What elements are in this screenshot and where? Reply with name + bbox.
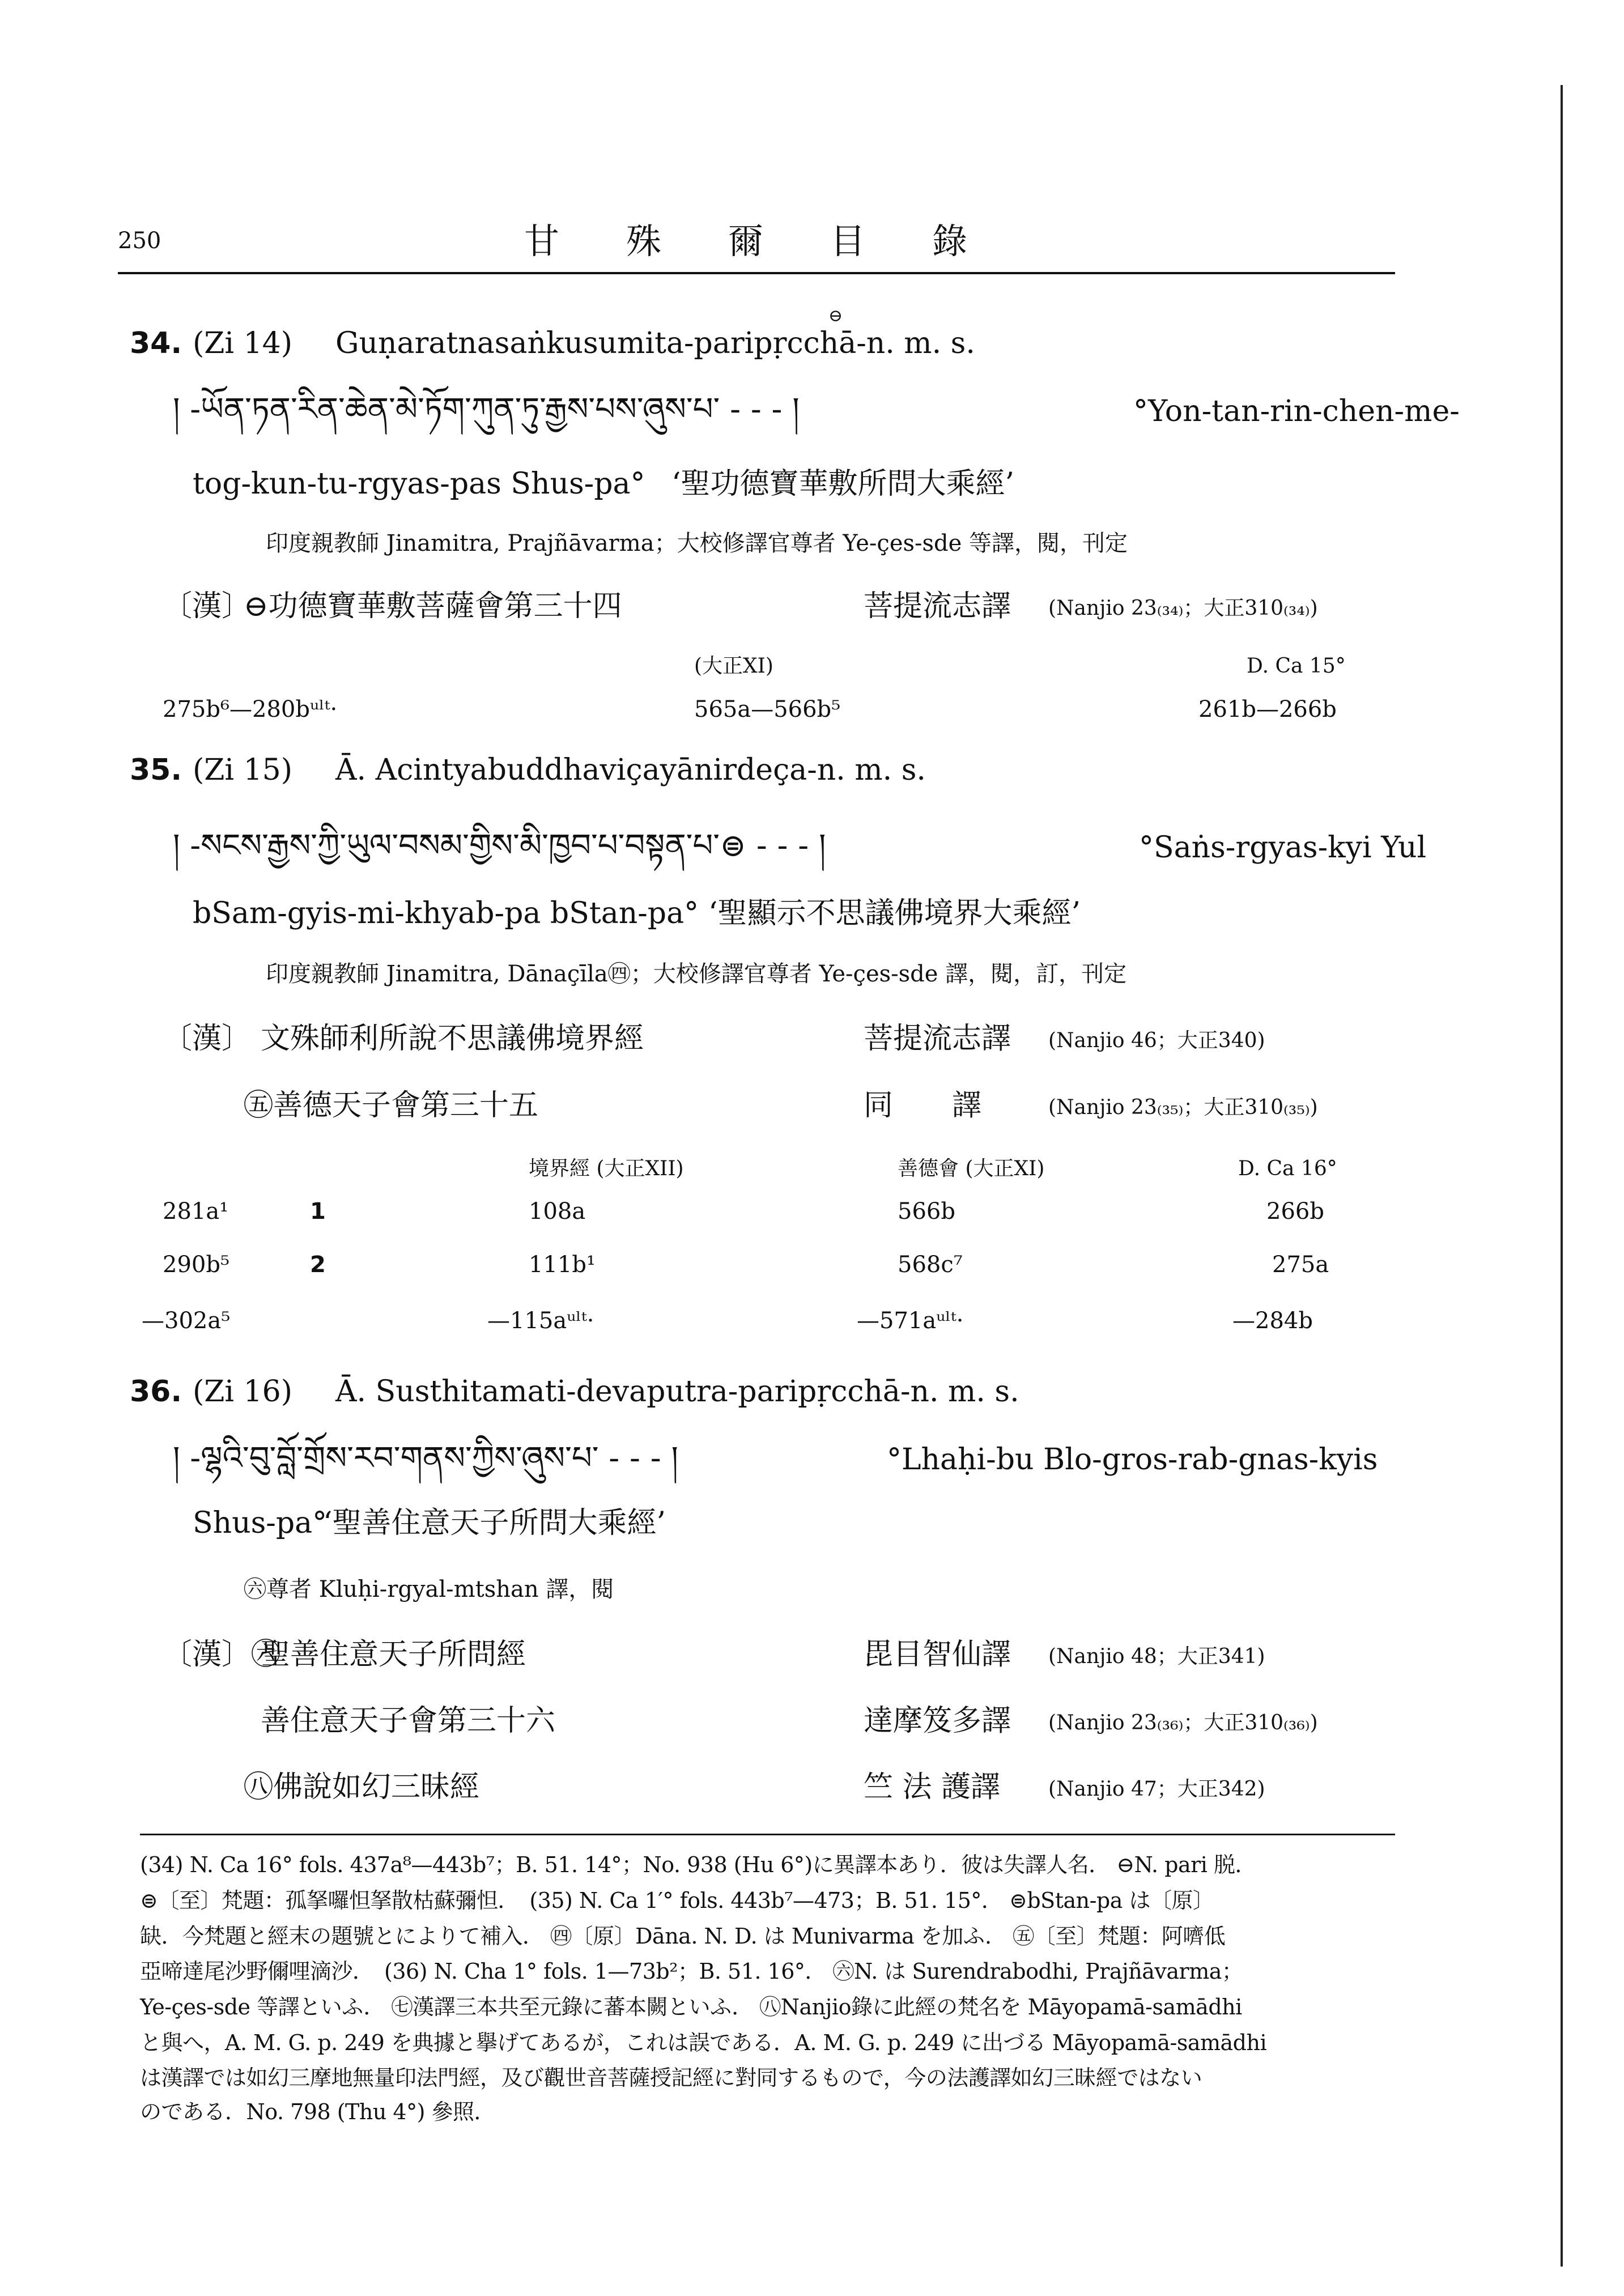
translators: ㊅尊者 Kluḥi-rgyal-mtshan 譯，閱 xyxy=(244,1576,614,1602)
taisho-xii-cell: 108a xyxy=(529,1198,586,1224)
han-label: 〔漢〕 xyxy=(163,1022,252,1056)
translators: 印度親教師 Jinamitra, Prajñāvarma；大校修譯官尊者 Ye-çes-sde 等譯，閱，刊定 xyxy=(266,530,1128,556)
folio-cell: 281a¹ xyxy=(163,1198,229,1224)
section-cell: 2 xyxy=(310,1252,326,1278)
section-cell: 1 xyxy=(310,1198,326,1224)
taisho-range: 565a—566b⁵ xyxy=(694,696,841,722)
entry-number: 36. xyxy=(130,1375,182,1409)
han-ref: (Nanjio 23₍₃₆₎；大正310₍₃₆₎) xyxy=(1048,1711,1318,1734)
tibetan-title: ། -ལྷའི་བུ་བློ་གྲོས་རབ་གནས་ཀྱིས་ཞུས་པ་ - - - ། xyxy=(173,1440,678,1477)
col-header: D. Ca 16° xyxy=(1238,1157,1337,1180)
entry-number: 35. xyxy=(130,753,182,787)
han-title: 善住意天子會第三十六 xyxy=(261,1704,556,1738)
footnote-line: は漢譯では如幻三摩地無量印法門經，及び觀世音菩薩授記經に對同するもので，今の法護譯如幻三昧經ではない xyxy=(140,2065,1202,2090)
running-title: 甘殊爾目錄 xyxy=(524,220,1035,262)
chinese-title: ‘聖功德寶華敷所問大乘經’ xyxy=(671,467,1015,501)
taisho-xii-cell: 111b¹ xyxy=(529,1252,596,1278)
taisho-xii-cell: —115aᵘˡᵗ· xyxy=(487,1308,594,1334)
entry-zi: (Zi 14) xyxy=(193,326,293,360)
taisho-xi-cell: 568c⁷ xyxy=(898,1252,963,1278)
footnote-line: (34) N. Ca 16° fols. 437a⁸—443b⁷；B. 51. 14°；No. 938 (Hu 6°)に異譯本あり．彼は失譯人名． ⊖N. pari 脱． xyxy=(140,1852,1257,1877)
derge-range: 261b—266b xyxy=(1198,696,1337,722)
footnote-line: Ye-çes-sde 等譯といふ． ㊆漢譯三本共至元錄に蕃本闕といふ． ㊇Nanjio錄に此經の梵名を Māyopamā-samādhi xyxy=(140,1995,1242,2019)
han-label: 〔漢〕㊅ xyxy=(163,1638,281,1672)
page-number: 250 xyxy=(118,228,161,254)
col-header: 境界經 (大正XII) xyxy=(529,1157,684,1180)
taisho-xi-cell: 566b xyxy=(898,1198,955,1224)
han-ref: (Nanjio 47；大正342) xyxy=(1048,1778,1265,1801)
taisho-xi-cell: —571aᵘˡᵗ· xyxy=(857,1308,964,1334)
header-rule xyxy=(118,272,1395,274)
footnote-line: ⊜〔至〕梵題：孤拏囉怛拏散枯蘇彌怛． (35) N. Ca 1′° fols. 443b⁷—473；B. 51. 15°． ⊜bStan-pa は〔原〕 xyxy=(140,1888,1214,1913)
tibetan-title: ། -སངས་རྒྱས་ཀྱི་ཡུལ་བསམ་གྱིས་མི་ཁྱབ་པ་བསྟན་པ་⊜ - - - ། xyxy=(173,827,826,864)
han-title: ⊖功德寶華敷菩薩會第三十四 xyxy=(244,589,622,623)
folio-cell: —302a⁵ xyxy=(142,1308,231,1334)
han-translator: 菩提流志譯 xyxy=(864,589,1011,623)
transliteration: °Yon-tan-rin-chen-me- xyxy=(1133,394,1460,428)
transliteration: °Lhaḥi-bu Blo-gros-rab-gnas-kyis xyxy=(887,1443,1378,1477)
transliteration: °Saṅs-rgyas-kyi Yul xyxy=(1139,831,1427,865)
han-ref: (Nanjio 23₍₃₄₎；大正310₍₃₄₎) xyxy=(1048,597,1318,620)
han-title: 聖善住意天子所問經 xyxy=(261,1638,526,1672)
entry-number: 34. xyxy=(130,326,182,360)
entry-zi: (Zi 15) xyxy=(193,753,293,787)
footnote-line: と與へ，A. M. G. p. 249 を典據と擧げてあるが，これは誤である．A. M. G. p. 249 に出づる Māyopamā-samādhi xyxy=(140,2030,1267,2055)
tibetan-title: ། -ཡོན་ཏན་རིན་ཆེན་མེ་ཏོག་ཀུན་ཏུ་རྒྱས་པས་ཞུས་པ་ - - - ། xyxy=(173,391,800,428)
footnote-line: のである．No. 798 (Thu 4°) 參照． xyxy=(140,2099,496,2124)
folio-range: 275b⁶—280bᵘˡᵗ· xyxy=(163,696,338,722)
transliteration-cont: Shus-pa° xyxy=(193,1506,328,1540)
han-title: ㊇佛說如幻三昧經 xyxy=(244,1770,480,1804)
han-translator: 達摩笈多譯 xyxy=(864,1704,1011,1738)
han-translator: 毘目智仙譯 xyxy=(864,1638,1011,1672)
scan-edge-line xyxy=(1561,85,1563,2267)
col-header: D. Ca 15° xyxy=(1247,654,1346,678)
col-header: 善德會 (大正XI) xyxy=(898,1157,1045,1180)
chinese-title: ‘聖善住意天子所問大乘經’ xyxy=(323,1506,666,1540)
sanskrit-title: Guṇaratnasaṅkusumita-paripṛcchā-n. m. s. xyxy=(335,326,975,360)
col-header: (大正XI) xyxy=(694,654,773,678)
sanskrit-title: Ā. Acintyabuddhaviçayānirdeça-n. m. s. xyxy=(335,753,926,787)
han-translator: 同 譯 xyxy=(864,1089,982,1123)
chinese-title: ‘聖顯示不思議佛境界大乘經’ xyxy=(708,896,1081,930)
footnote-line: 亞啼達尾沙野儞哩滴沙． (36) N. Cha 1° fols. 1—73b²；B. 51. 16°． ㊅N. は Surendrabodhi, Prajñāvarma； xyxy=(140,1959,1243,1984)
footnote-line: 缺．今梵題と經末の題號とによりて補入． ㊃〔原〕Dāna. N. D. は Munivarma を加ふ． ㊄〔至〕梵題：阿嚌低 xyxy=(140,1924,1226,1949)
entry-zi: (Zi 16) xyxy=(193,1375,293,1409)
han-label: 〔漢〕 xyxy=(163,589,252,623)
han-ref: (Nanjio 23₍₃₅₎；大正310₍₃₅₎) xyxy=(1048,1096,1318,1119)
han-translator: 竺 法 護譯 xyxy=(864,1770,1001,1804)
han-title: 文殊師利所說不思議佛境界經 xyxy=(261,1022,644,1056)
transliteration-cont: bSam-gyis-mi-khyab-pa bStan-pa° xyxy=(193,896,699,930)
sanskrit-title: Ā. Susthitamati-devaputra-paripṛcchā-n. m. s. xyxy=(335,1375,1019,1409)
derge-cell: 275a xyxy=(1272,1252,1329,1278)
note-mark: ⊖ xyxy=(828,306,843,326)
han-ref: (Nanjio 46；大正340) xyxy=(1048,1029,1265,1052)
derge-cell: 266b xyxy=(1266,1198,1324,1224)
han-ref: (Nanjio 48；大正341) xyxy=(1048,1645,1265,1668)
han-title: ㊄善德天子會第三十五 xyxy=(244,1089,539,1123)
translators: 印度親教師 Jinamitra, Dānaçīla㊃；大校修譯官尊者 Ye-çes-sde 譯，閱，訂，刊定 xyxy=(266,961,1127,987)
transliteration-cont: tog-kun-tu-rgyas-pas Shus-pa° xyxy=(193,467,645,501)
footnote-rule xyxy=(140,1834,1395,1835)
folio-cell: 290b⁵ xyxy=(163,1252,229,1278)
han-translator: 菩提流志譯 xyxy=(864,1022,1011,1056)
derge-cell: —284b xyxy=(1232,1308,1313,1334)
